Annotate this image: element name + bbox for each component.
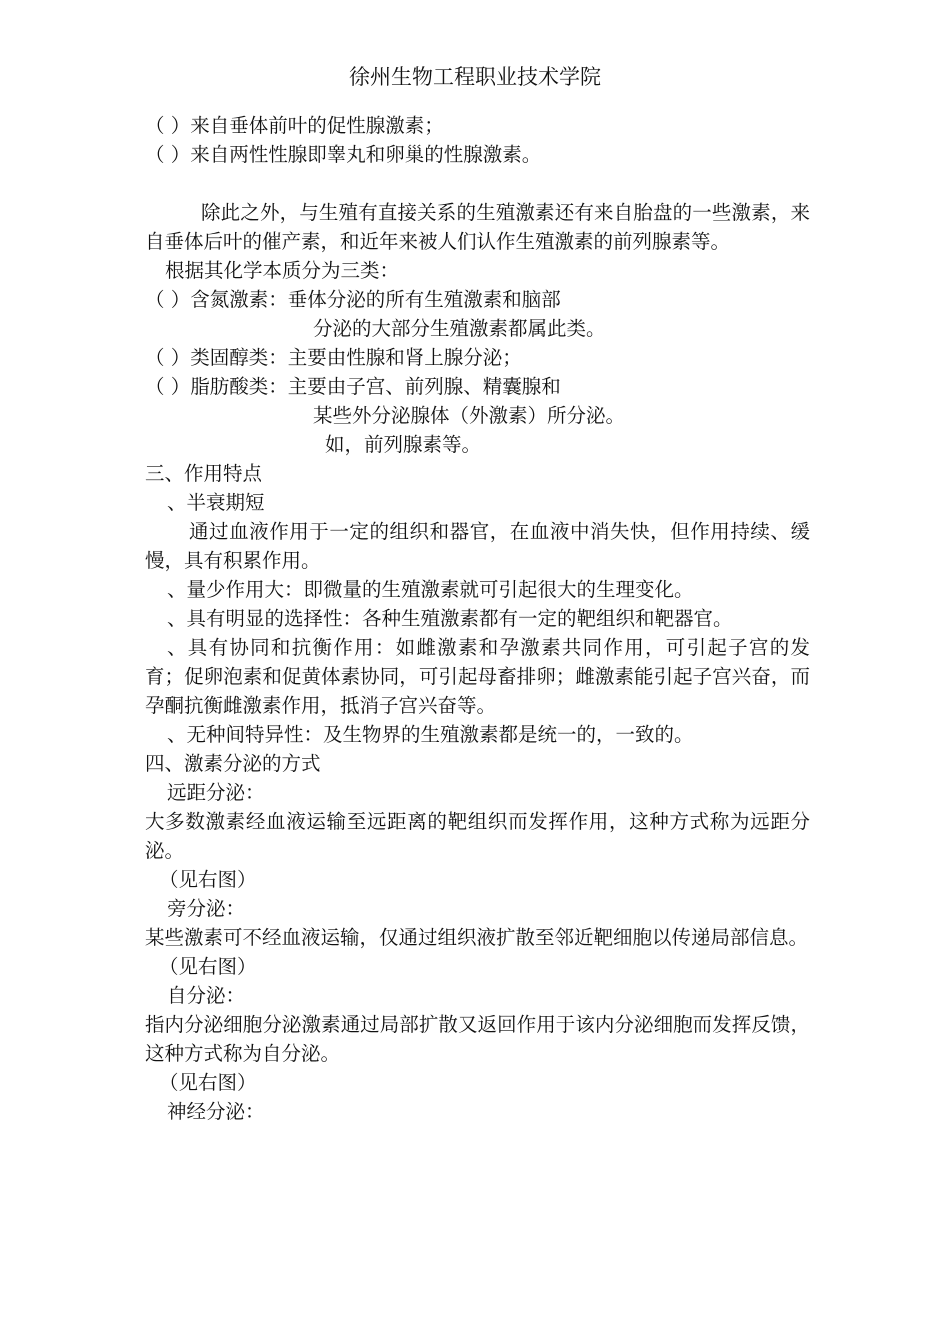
paragraph-other-hormones: 除此之外，与生殖有直接关系的生殖激素还有来自胎盘的一些激素，来自垂体后叶的催产素，和近年来被人们认作生殖激素的前列腺素等。 [145,201,810,253]
list-item-gonadal-hormone: （ ）来自两性性腺即睾丸和卵巢的性腺激素。 [145,143,542,166]
document-body [145,111,810,1126]
mode-paracrine-label: 旁分泌： [167,897,246,920]
feature-half-life-text: 通过血液作用于一定的组织和器官，在血液中消失快，但作用持续、缓慢，具有积累作用。 [145,520,810,572]
mode-neurosecretion-label: 神经分泌： [167,1100,265,1123]
section-heading-3: 三、作用特点 [145,462,263,485]
feature-small-amount: 、量少作用大：即微量的生殖激素就可引起很大的生理变化。 [167,578,694,601]
mode-telecrine-text: 大多数激素经血液运输至远距离的靶组织而发挥作用，这种方式称为远距分泌。 [145,810,810,862]
mode-autocrine-label: 自分泌： [167,984,246,1007]
list-item-fatty-acid: （ ）脂肪酸类：主要由子宫、前列腺、精囊腺和 [145,375,561,398]
feature-selectivity: 、具有明显的选择性：各种生殖激素都有一定的靶组织和靶器官。 [167,607,733,630]
section-heading-4: 四、激素分泌的方式 [145,752,321,775]
mode-autocrine-text: 指内分泌细胞分泌激素通过局部扩散又返回作用于该内分泌细胞而发挥反馈，这种方式称为自分泌。 [145,1013,810,1065]
paragraph-spacer [145,169,810,198]
list-item-fatty-acid-example: 如，前列腺素等。 [325,433,482,456]
classification-intro: 根据其化学本质分为三类： [165,259,400,282]
list-item-nitrogenous-hormone-cont: 分泌的大部分生殖激素都属此类。 [313,317,606,340]
feature-half-life: 、半衰期短 [167,491,265,514]
mode-telecrine-label: 远距分泌： [167,781,265,804]
list-item-fatty-acid-cont: 某些外分泌腺体（外激素）所分泌。 [313,404,626,427]
list-item-steroid: （ ）类固醇类：主要由性腺和肾上腺分泌； [145,346,522,369]
page-header-title: 徐州生物工程职业技术学院 [349,65,601,89]
mode-paracrine-text: 某些激素可不经血液运输，仅通过组织液扩散至邻近靶细胞以传递局部信息。 [145,926,809,949]
figure-reference: （见右图） [159,1071,257,1094]
list-item-nitrogenous-hormone: （ ）含氮激素：垂体分泌的所有生殖激素和脑部 [145,288,561,311]
feature-synergy: 、具有协同和抗衡作用：如雌激素和孕激素共同作用，可引起子宫的发育；促卵泡素和促黄体素协同，可引起母畜排卵；雌激素能引起子宫兴奋，而孕酮抗衡雌激素作用，抵消子宫兴奋等。 [145,636,810,717]
figure-reference: （见右图） [159,868,257,891]
feature-no-species-specificity: 、无种间特异性：及生物界的生殖激素都是统一的，一致的。 [167,723,694,746]
list-item-pituitary-gonadotropin: （ ）来自垂体前叶的促性腺激素； [145,114,444,137]
figure-reference: （见右图） [159,955,257,978]
